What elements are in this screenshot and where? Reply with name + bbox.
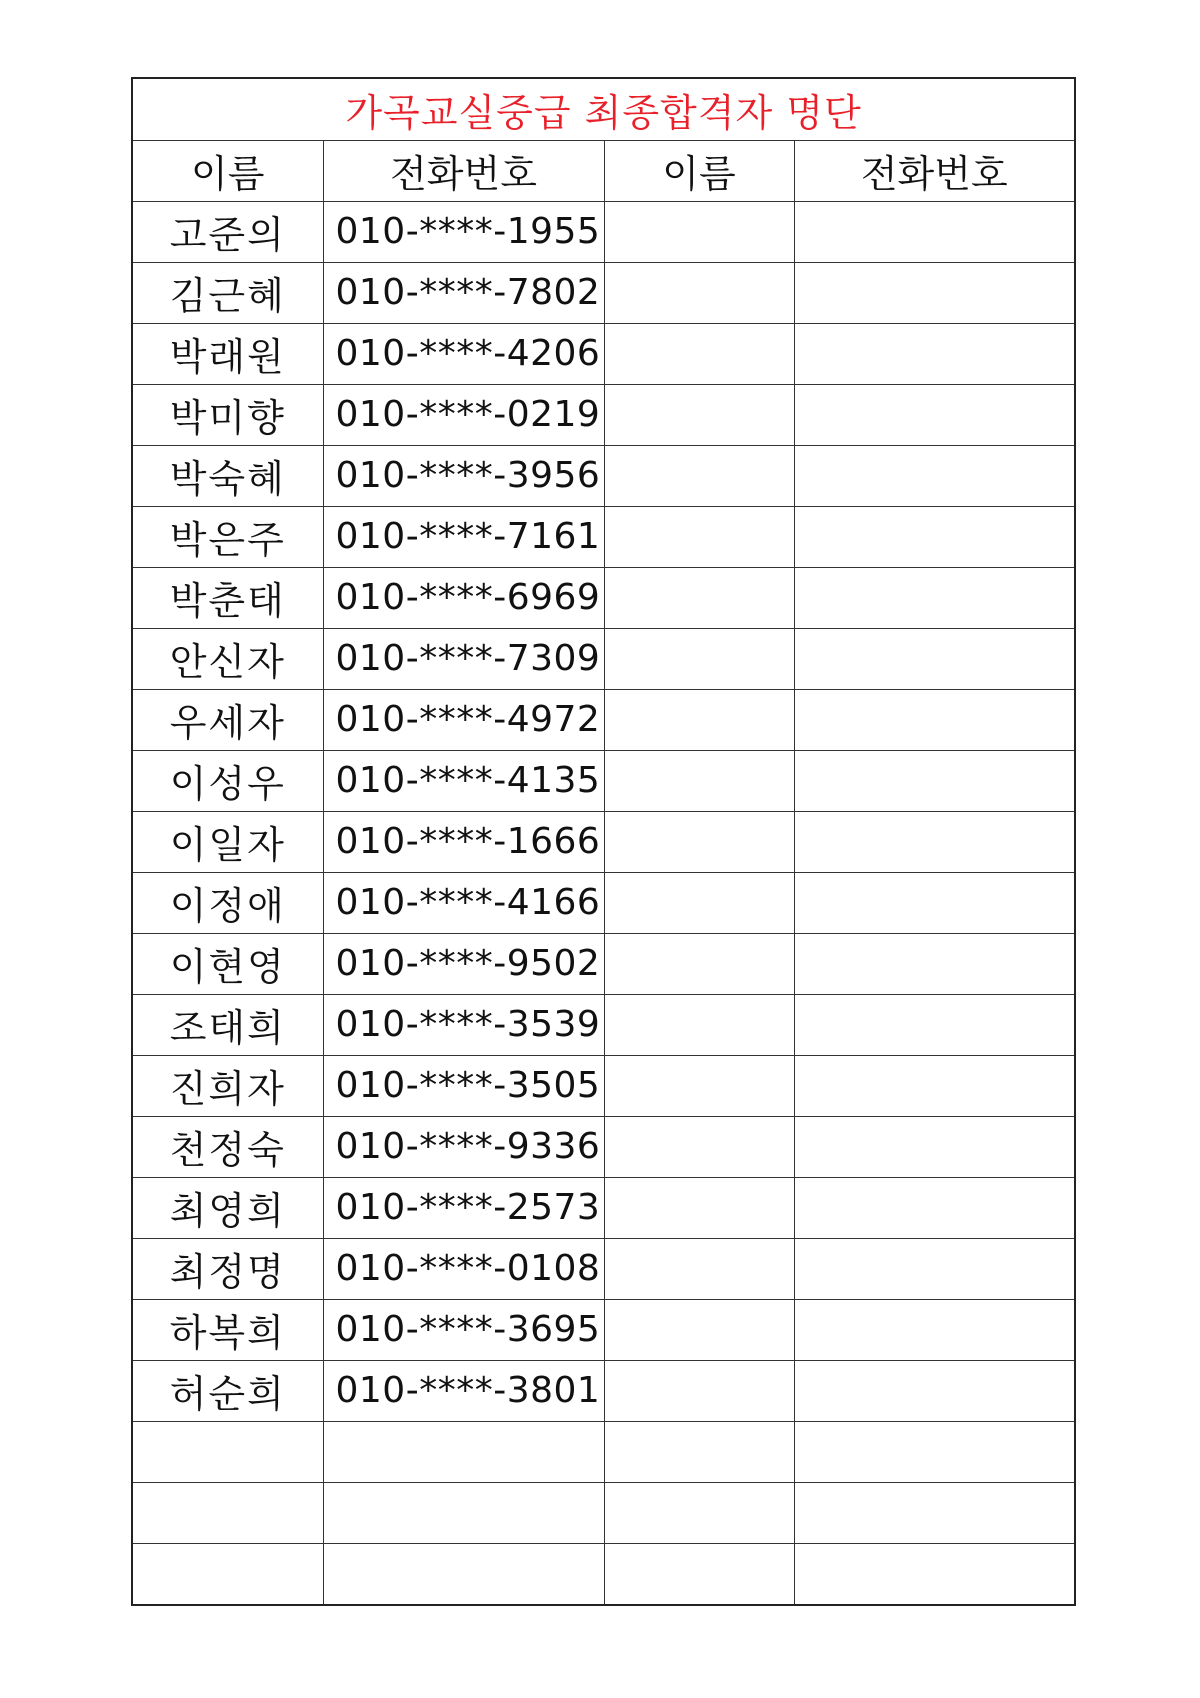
phone-cell: 010-****-7802 — [323, 262, 604, 323]
table-row — [133, 1299, 1074, 1360]
phone-cell: 010-****-0108 — [323, 1238, 604, 1299]
phone-cell: 010-****-3801 — [323, 1360, 604, 1421]
name-cell-right — [604, 506, 794, 567]
table-row — [133, 689, 1074, 750]
table-row — [133, 201, 1074, 262]
table-row — [133, 1238, 1074, 1299]
name-cell-right — [604, 994, 794, 1055]
name-cell: 고준의 — [133, 201, 323, 262]
phone-cell: 010-****-1955 — [323, 201, 604, 262]
phone-cell: 010-****-4135 — [323, 750, 604, 811]
phone-cell-right — [794, 750, 1074, 811]
name-cell-right — [604, 933, 794, 994]
phone-cell-right — [794, 994, 1074, 1055]
table-row — [133, 1360, 1074, 1421]
phone-cell: 010-****-9336 — [323, 1116, 604, 1177]
name-cell: 우세자 — [133, 689, 323, 750]
phone-cell-right — [794, 1543, 1074, 1604]
page-title: 가곡교실중급 최종합격자 명단 — [133, 79, 1074, 140]
name-cell: 박춘태 — [133, 567, 323, 628]
phone-cell: 010-****-3539 — [323, 994, 604, 1055]
table-row — [133, 1543, 1074, 1604]
name-cell: 박미향 — [133, 384, 323, 445]
table-row — [133, 872, 1074, 933]
table-row — [133, 445, 1074, 506]
table-row — [133, 1055, 1074, 1116]
name-cell-right — [604, 750, 794, 811]
phone-cell: 010-****-4972 — [323, 689, 604, 750]
name-cell: 허순희 — [133, 1360, 323, 1421]
name-cell-right — [604, 1299, 794, 1360]
name-cell-right — [604, 1543, 794, 1604]
name-cell-right — [604, 1360, 794, 1421]
phone-cell-right — [794, 384, 1074, 445]
phone-cell: 010-****-3695 — [323, 1299, 604, 1360]
phone-cell-right — [794, 506, 1074, 567]
phone-cell-right — [794, 933, 1074, 994]
phone-cell-right — [794, 567, 1074, 628]
phone-cell-right — [794, 201, 1074, 262]
header-row — [133, 140, 1074, 201]
phone-cell: 010-****-3956 — [323, 445, 604, 506]
phone-cell-right — [794, 689, 1074, 750]
phone-cell: 010-****-3505 — [323, 1055, 604, 1116]
name-cell-right — [604, 872, 794, 933]
name-cell: 이현영 — [133, 933, 323, 994]
table-row — [133, 750, 1074, 811]
name-cell-right — [604, 384, 794, 445]
name-cell-right — [604, 323, 794, 384]
phone-cell-right — [794, 1482, 1074, 1543]
phone-cell-right — [794, 445, 1074, 506]
table-row — [133, 323, 1074, 384]
name-cell — [133, 1543, 323, 1604]
table-row — [133, 933, 1074, 994]
name-cell: 김근혜 — [133, 262, 323, 323]
name-cell — [133, 1421, 323, 1482]
title-row — [133, 79, 1074, 140]
name-cell-right — [604, 628, 794, 689]
header-name-left: 이름 — [133, 140, 323, 201]
name-cell: 하복희 — [133, 1299, 323, 1360]
header-phone-right: 전화번호 — [794, 140, 1074, 201]
table-row — [133, 262, 1074, 323]
table-row — [133, 628, 1074, 689]
phone-cell: 010-****-0219 — [323, 384, 604, 445]
phone-cell-right — [794, 1055, 1074, 1116]
phone-cell: 010-****-2573 — [323, 1177, 604, 1238]
phone-cell-right — [794, 1360, 1074, 1421]
phone-cell-right — [794, 1116, 1074, 1177]
phone-cell: 010-****-1666 — [323, 811, 604, 872]
phone-cell: 010-****-4206 — [323, 323, 604, 384]
name-cell-right — [604, 1116, 794, 1177]
name-cell: 최영희 — [133, 1177, 323, 1238]
name-cell: 이성우 — [133, 750, 323, 811]
name-cell-right — [604, 811, 794, 872]
roster-sheet — [131, 77, 1076, 1606]
header-phone-left: 전화번호 — [323, 140, 604, 201]
roster-table — [133, 79, 1074, 1604]
name-cell: 박은주 — [133, 506, 323, 567]
name-cell: 박래원 — [133, 323, 323, 384]
name-cell-right — [604, 262, 794, 323]
name-cell-right — [604, 1055, 794, 1116]
name-cell-right — [604, 1177, 794, 1238]
table-row — [133, 384, 1074, 445]
table-row — [133, 1482, 1074, 1543]
phone-cell-right — [794, 1421, 1074, 1482]
name-cell: 최정명 — [133, 1238, 323, 1299]
name-cell: 이일자 — [133, 811, 323, 872]
phone-cell-right — [794, 811, 1074, 872]
phone-cell: 010-****-7161 — [323, 506, 604, 567]
name-cell-right — [604, 1482, 794, 1543]
phone-cell-right — [794, 323, 1074, 384]
phone-cell: 010-****-7309 — [323, 628, 604, 689]
name-cell-right — [604, 1238, 794, 1299]
name-cell: 이정애 — [133, 872, 323, 933]
name-cell: 박숙혜 — [133, 445, 323, 506]
phone-cell: 010-****-9502 — [323, 933, 604, 994]
table-row — [133, 567, 1074, 628]
table-row — [133, 1116, 1074, 1177]
name-cell-right — [604, 567, 794, 628]
table-row — [133, 1177, 1074, 1238]
phone-cell: 010-****-4166 — [323, 872, 604, 933]
table-row — [133, 811, 1074, 872]
phone-cell-right — [794, 628, 1074, 689]
phone-cell — [323, 1482, 604, 1543]
phone-cell — [323, 1421, 604, 1482]
phone-cell-right — [794, 262, 1074, 323]
phone-cell-right — [794, 1299, 1074, 1360]
phone-cell: 010-****-6969 — [323, 567, 604, 628]
table-row — [133, 1421, 1074, 1482]
phone-cell — [323, 1543, 604, 1604]
phone-cell-right — [794, 1177, 1074, 1238]
phone-cell-right — [794, 1238, 1074, 1299]
name-cell: 안신자 — [133, 628, 323, 689]
header-name-right: 이름 — [604, 140, 794, 201]
name-cell: 조태희 — [133, 994, 323, 1055]
table-row — [133, 506, 1074, 567]
name-cell: 진희자 — [133, 1055, 323, 1116]
name-cell-right — [604, 1421, 794, 1482]
name-cell-right — [604, 445, 794, 506]
name-cell-right — [604, 201, 794, 262]
name-cell-right — [604, 689, 794, 750]
table-row — [133, 994, 1074, 1055]
name-cell — [133, 1482, 323, 1543]
name-cell: 천정숙 — [133, 1116, 323, 1177]
phone-cell-right — [794, 872, 1074, 933]
